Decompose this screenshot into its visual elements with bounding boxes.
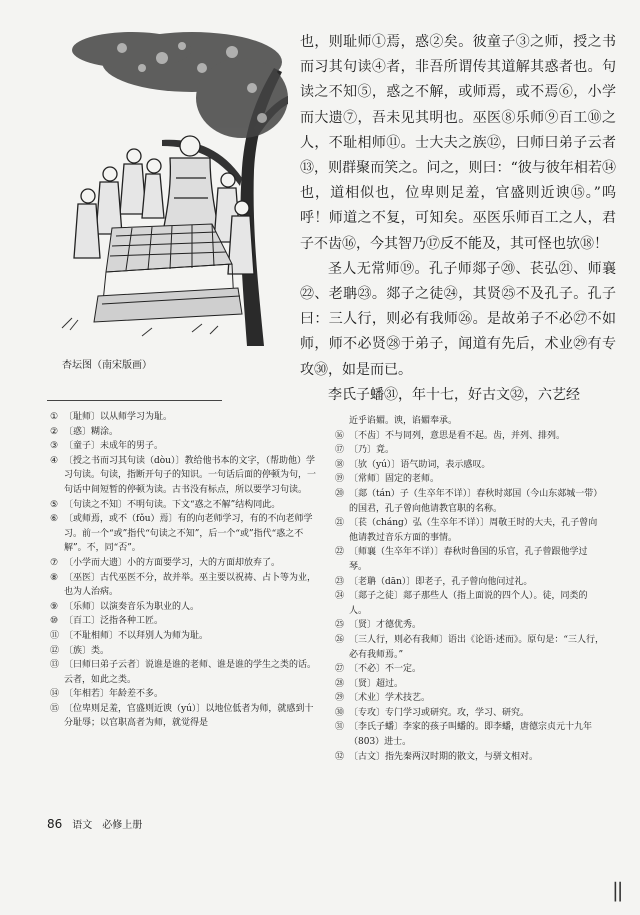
footnote [335,458,605,473]
footnote-number: ⑫ [50,645,60,656]
footnote-text: 〔族〕类。 [64,645,110,656]
footnotes-right-column [335,414,605,764]
footnote [335,633,605,662]
footnote-text: 〔贤〕超过。 [349,678,404,689]
footnote-number: ⑥ [50,514,59,525]
footnote [50,571,320,600]
footnote-text: 〔苌（cháng）弘（生卒年不详）〕周敬王时的大夫，孔子曾向他请教过音乐方面的事情。 [349,518,598,543]
footnote-text: 〔不耻相师〕不以拜别人为师为耻。 [64,630,209,641]
footnote-text: 〔巫医〕古代巫医不分，故并举。巫主要以祝祷、占卜等为业，也为人治病。 [64,572,317,598]
footnote-text: 〔曰师曰弟子云者〕说谁是谁的老师、谁是谁的学生之类的话。云者，如此之类。 [64,660,317,685]
footnote [335,443,605,458]
footnote-number: ㉜ [335,751,345,762]
footnote [50,425,320,440]
footnote [50,512,320,556]
footnote-text: 〔李氏子蟠〕李家的孩子叫蟠的。即李蟠，唐德宗贞元十九年（803）进士。 [349,722,593,748]
footnote-text: 〔术业〕学术技艺。 [349,693,431,704]
footnote-number: ⑤ [50,499,59,510]
footnote-text: 〔惑〕糊涂。 [64,426,119,437]
footnote-number: ⑧ [50,572,59,583]
footnote [50,600,320,615]
footnote [50,410,320,425]
footnote-number: ⑪ [50,630,60,641]
footnote-number: ⑭ [50,689,60,700]
footnote-text: 〔年相若〕年龄差不多。 [64,689,164,700]
footnote-number: ⑯ [335,430,345,441]
footnote-number: ⑰ [335,445,345,456]
footnote [335,472,605,487]
footnote [50,439,320,454]
footnote-text: 〔常师〕固定的老师。 [349,474,440,485]
illustration-apricot-altar [42,28,288,346]
footnote-text: 〔位卑则足羞，官盛则近谀（yú）〕以地位低者为师，就感到十分耻辱；以官职高者为师，就觉得是 [64,703,314,729]
footnote-text: 〔专攻〕专门学习或研究。攻，学习、研究。 [349,707,530,718]
footnote-number: ⑦ [50,557,59,568]
footnote-text: 〔古文〕指先秦两汉时期的散文，与骈文相对。 [349,751,539,762]
footnote [335,589,605,618]
illustration-caption: 杏坛图（南宋版画） [62,360,152,371]
body-text [300,30,616,408]
body-paragraph: 李氏子蟠㉛，年十七，好古文㉜，六艺经 [328,386,580,403]
footnote-text: 〔贤〕才德优秀。 [349,620,422,631]
body-paragraph: 也，则耻师①焉，惑②矣。彼童子③之师，授之书而习其句读④者，非吾所谓传其道解其惑者也。句读之不知⑤，惑之不解，或师焉，或不焉⑥，小学而大遗⑦，吾未见其明也。巫医⑧乐师⑨百工⑩之人，不耻相师⑪。士大夫之族⑫，曰师曰弟子云者⑬，则群聚而笑之。问之，则曰：“彼与彼年相若⑭也，道相似也，位卑则足羞，官盛则近谀⑮。”呜呼！师道之不复，可知矣。巫医乐师百工之人，君子不齿⑯，今其智乃⑰反不能及，其可怪也欤⑱！ [300,34,616,252]
footnote [50,702,320,731]
footnote-number: ㉗ [335,664,345,675]
footnote-text: 〔童子〕未成年的男子。 [64,441,164,452]
footnote-text: 〔耻师〕以从师学习为耻。 [64,412,173,422]
footnote [335,662,605,677]
footnote-text: 〔三人行，则必有我师〕语出《论语·述而》。原句是：“三人行，必有我师焉。” [349,634,604,660]
footnote [335,706,605,721]
footnote-text: 〔郯（tán）子（生卒年不详）〕春秋时郯国（今山东郯城一带）的国君，孔子曾向他请教官职的名称。 [349,488,603,514]
footnotes-left-column [50,410,320,731]
footnote-number: ㉓ [335,576,345,587]
footnote-text: 〔小学而大遗〕小的方面要学习，大的方面却放弃了。 [64,557,281,568]
body-paragraph: 圣人无常师⑲。孔子师郯子⑳、苌弘㉑、师襄㉒、老聃㉓。郯子之徒㉔，其贤㉕不及孔子。孔子曰：三人行，则必有我师㉖。是故弟子不必㉗不如师，师不必贤㉘于弟子，闻道有先后，术业㉙有专攻㉚，如是而已。 [300,260,616,378]
footnote-number: ㉖ [335,634,345,645]
footnote-text: 〔老聃（dān）〕即老子，孔子曾向他问过礼。 [349,576,533,587]
footnote-number: ㉚ [335,707,345,718]
footnote-number: ③ [50,441,59,452]
footnote [335,487,605,516]
footnote-text: 〔乃〕竟。 [349,445,395,456]
footnote [50,556,320,571]
footnote-number: ㉑ [335,518,345,529]
footnote [335,720,605,749]
footnote-text: 〔百工〕泛指各种工匠。 [64,616,164,627]
footnote [50,454,320,498]
page-footer [47,816,142,831]
footnote [50,644,320,659]
footnote-number: ㉙ [335,693,345,704]
footnote-text: 〔不齿〕不与同列，意思是看不起。齿，并列、排列。 [349,430,566,441]
footnote-text: 〔师襄（生卒年不详）〕春秋时鲁国的乐官，孔子曾跟他学过琴。 [349,547,588,572]
footnote [335,575,605,590]
footnote [335,677,605,692]
footnote-number: ㉕ [335,620,345,631]
page-number: 86 [47,817,63,831]
footnote [335,516,605,545]
footnote-number: ㉘ [335,678,345,689]
footnote-divider [47,400,222,401]
footnote-number: ⑱ [335,459,345,470]
footnote-text: 近乎谄媚。谀，谄媚奉承。 [349,416,458,426]
footnote-number: ① [50,412,59,422]
footnote-text: 〔郯子之徒〕郯子那些人（指上面说的四个人）。徒，同类的人。 [349,591,588,616]
footnote-text: 〔不必〕不一定。 [349,664,422,675]
footnote-number: ⑨ [50,601,59,612]
footnote-text: 〔授之书而习其句读（dòu）〕教给他书本的文字，（帮助他）学习句读。句读，指断开句子的知识。一句话后面的停顿为句，一句话中间短暂的停顿为读。古书没有标点，所以要学习句读。 [64,455,317,495]
footnote [50,498,320,513]
corner-mark: || [612,878,622,902]
footnote-number: ⑬ [50,660,60,671]
footnote-text: 〔欤（yú）〕语气助词，表示感叹。 [349,459,491,470]
footnote [335,750,605,765]
footnote [50,687,320,702]
footnote-number: ② [50,426,59,437]
footnote-text: 〔或师焉，或不（fǒu）焉〕有的向老师学习，有的不向老师学习。前一个“或”指代“句读之不知”，后一个“或”指代“惑之不解”。不，同“否”。 [64,514,313,554]
footnote-number: ⑩ [50,616,59,627]
footnote [335,618,605,633]
footnote [50,658,320,687]
footnote-number: ⑳ [335,488,345,499]
footnote [50,614,320,629]
footnote-number: ㉔ [335,591,345,602]
footnote-number: ㉒ [335,547,345,558]
footnote-text: 〔句读之不知〕不明句读。下文“惑之不解”结构同此。 [64,499,281,510]
footnote [335,545,605,574]
footnote-number: ⑲ [335,474,345,485]
footnote-number: ⑮ [50,703,60,714]
footnote-text: 〔乐师〕以演奏音乐为职业的人。 [64,601,200,612]
footnote [50,629,320,644]
footnote [335,414,605,429]
footnote [335,691,605,706]
footnote [335,429,605,444]
footnote-number: ④ [50,455,59,466]
book-title: 语文 必修上册 [72,820,143,831]
footnote-number: ㉛ [335,722,345,733]
